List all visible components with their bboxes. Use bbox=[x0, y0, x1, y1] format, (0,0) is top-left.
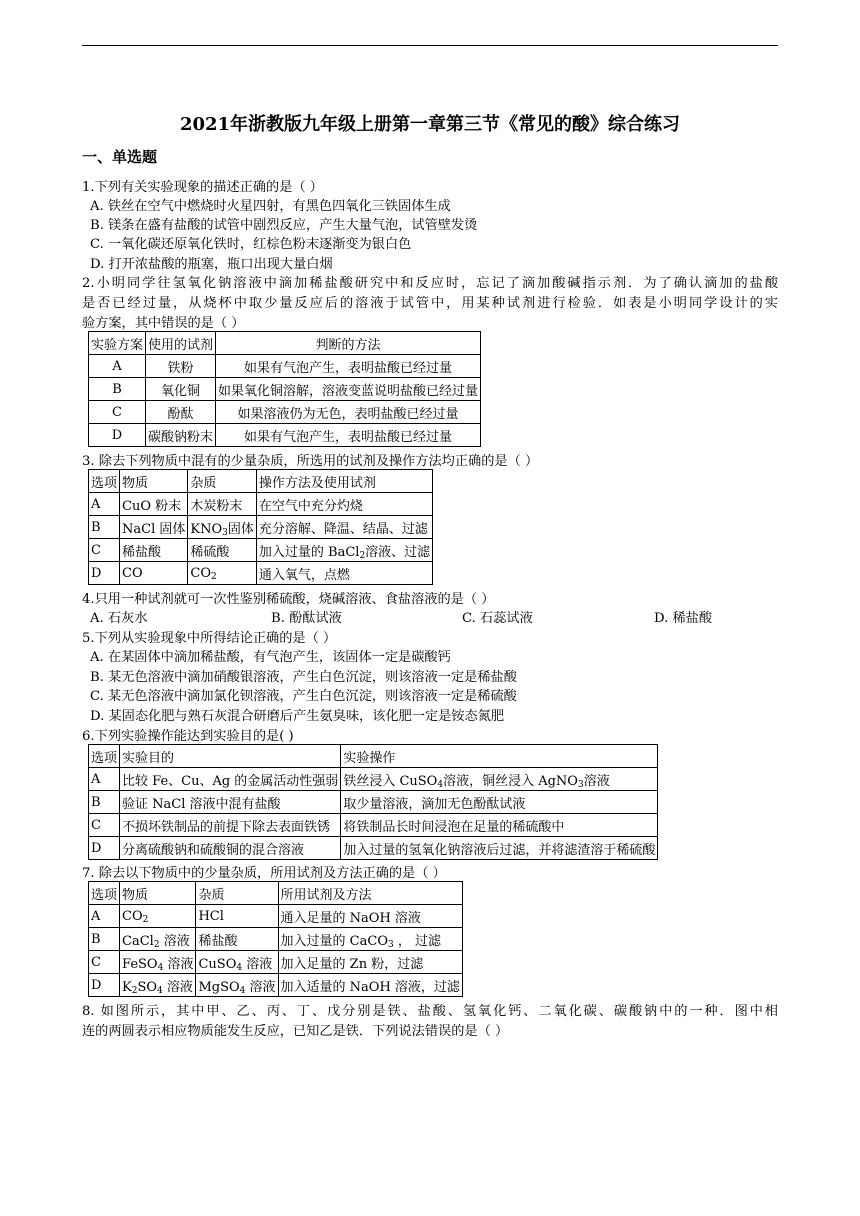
table-cell: 通入足量的 NaOH 溶液 bbox=[278, 905, 462, 928]
table-cell: 如果有气泡产生，表明盐酸已经过量 bbox=[216, 355, 481, 378]
table-cell: 将铁制品长时间浸泡在足量的稀硫酸中 bbox=[341, 814, 658, 837]
table-cell: C bbox=[89, 814, 120, 837]
table-cell: B bbox=[89, 928, 120, 951]
table-cell: B bbox=[89, 516, 120, 539]
section-heading: 一、单选题 bbox=[82, 148, 158, 166]
table-cell: D bbox=[89, 424, 146, 447]
table-header-cell: 实验操作 bbox=[341, 745, 658, 768]
table-cell: $CO_2$ bbox=[120, 905, 196, 928]
table-row bbox=[89, 837, 658, 860]
q1-stem: 1.下列有关实验现象的描述正确的是（ ） bbox=[82, 180, 323, 195]
q1-option-a: A. 铁丝在空气中燃烧时火星四射，有黑色四氧化三铁固体生成 bbox=[90, 199, 451, 214]
table-cell: 分离硫酸钠和硫酸铜的混合溶液 bbox=[120, 837, 341, 860]
table-row bbox=[89, 905, 463, 928]
table-cell: 稀盐酸 bbox=[120, 539, 188, 562]
table-header-row bbox=[89, 745, 658, 768]
table-header-row bbox=[89, 332, 481, 355]
q1-option-b: B. 镁条在盛有盐酸的试管中剧烈反应，产生大量气泡，试管壁发烫 bbox=[90, 218, 478, 233]
table-header-cell: 杂质 bbox=[188, 470, 257, 493]
table-cell: 碳酸钠粉末 bbox=[146, 424, 216, 447]
table-row bbox=[89, 974, 463, 997]
table-cell: D bbox=[89, 974, 120, 997]
table-row bbox=[89, 355, 481, 378]
table-cell: 酚酞 bbox=[146, 401, 216, 424]
q4-option-c: C. 石蕊试液 bbox=[462, 611, 533, 626]
q8-stem-line-1: 8. 如图所示，其中甲、乙、丙、丁、戊分别是铁、盐酸、氢氧化钙、二氧化碳、碳酸钠中的一种．图中相 bbox=[82, 1004, 778, 1019]
table-row bbox=[89, 791, 658, 814]
table-cell: A bbox=[89, 768, 120, 791]
table-cell: 稀盐酸 bbox=[196, 928, 278, 951]
q5-option-b: B. 某无色溶液中滴加硝酸银溶液，产生白色沉淀，则该溶液一定是稀盐酸 bbox=[90, 670, 517, 685]
table-cell: 木炭粉末 bbox=[188, 493, 257, 516]
table-row bbox=[89, 562, 433, 585]
table-cell: CO bbox=[120, 562, 188, 585]
table-cell: CuSO$_4$ 溶液 bbox=[196, 951, 278, 974]
q5-option-d: D. 某固态化肥与熟石灰混合研磨后产生氨臭味，该化肥一定是铵态氮肥 bbox=[90, 709, 505, 724]
table-cell: A bbox=[89, 355, 146, 378]
q7-table bbox=[88, 881, 463, 997]
table-cell: 如果溶液仍为无色，表明盐酸已经过量 bbox=[216, 401, 481, 424]
table-header-cell: 杂质 bbox=[196, 882, 278, 905]
table-cell: 氧化铜 bbox=[146, 378, 216, 401]
table-cell: D bbox=[89, 837, 120, 860]
table-row bbox=[89, 539, 433, 562]
table-cell: 如果有气泡产生，表明盐酸已经过量 bbox=[216, 424, 481, 447]
table-cell: 比较 Fe、Cu、Ag 的金属活动性强弱 bbox=[120, 768, 341, 791]
page-title: 2021年浙教版九年级上册第一章第三节《常见的酸》综合练习 bbox=[179, 114, 681, 135]
q1-option-d: D. 打开浓盐酸的瓶塞，瓶口出现大量白烟 bbox=[90, 257, 333, 272]
q4-option-b: B. 酚酞试液 bbox=[271, 611, 342, 626]
table-row bbox=[89, 378, 481, 401]
table-cell: NaCl 固体 bbox=[120, 516, 188, 539]
table-cell: 取少量溶液，滴加无色酚酞试液 bbox=[341, 791, 658, 814]
table-cell: C bbox=[89, 539, 120, 562]
table-cell: A bbox=[89, 905, 120, 928]
table-cell: 铁丝浸入 CuSO$_4$溶液，铜丝浸入 AgNO$_3$溶液 bbox=[341, 768, 658, 791]
q3-stem: 3. 除去下列物质中混有的少量杂质，所选用的试剂及操作方法均正确的是（ ） bbox=[82, 454, 539, 469]
table-row bbox=[89, 928, 463, 951]
table-header-cell: 使用的试剂 bbox=[146, 332, 216, 355]
q8-stem-line-2: 连的两圆表示相应物质能发生反应，已知乙是铁．下列说法错误的是（ ） bbox=[82, 1024, 509, 1039]
q2-stem-line-3: 验方案，其中错误的是（ ） bbox=[82, 316, 245, 331]
table-cell: 加入足量的 Zn 粉，过滤 bbox=[278, 951, 462, 974]
table-cell: 加入过量的 BaCl$_2$溶液、过滤 bbox=[256, 539, 432, 562]
q3-table bbox=[88, 469, 433, 585]
table-cell: $KNO_3$固体 bbox=[188, 516, 257, 539]
table-cell: 加入过量的 CaCO$_3$ ， 过滤 bbox=[278, 928, 462, 951]
q2-stem-line-2: 是否已经过量，从烧杯中取少量反应后的溶液于试管中，用某种试剂进行检验．如表是小明同学设计的实 bbox=[82, 296, 778, 311]
table-header-cell: 实验目的 bbox=[120, 745, 341, 768]
table-header-cell: 物质 bbox=[120, 470, 188, 493]
table-cell: B bbox=[89, 378, 146, 401]
table-header-cell: 选项 bbox=[89, 745, 120, 768]
table-header-cell: 实验方案 bbox=[89, 332, 146, 355]
header-rule bbox=[82, 45, 778, 46]
q1-option-c: C. 一氧化碳还原氧化铁时，红棕色粉末逐渐变为银白色 bbox=[90, 237, 412, 252]
table-row bbox=[89, 814, 658, 837]
table-cell: 稀硫酸 bbox=[188, 539, 257, 562]
q4-option-a: A. 石灰水 bbox=[90, 611, 148, 626]
table-header-cell: 选项 bbox=[89, 470, 120, 493]
table-cell: 在空气中充分灼烧 bbox=[256, 493, 432, 516]
table-cell: 充分溶解、降温、结晶、过滤 bbox=[256, 516, 432, 539]
q2-table bbox=[88, 331, 481, 447]
table-cell: $K_2SO_4$ 溶液 bbox=[120, 974, 196, 997]
table-cell: CuO 粉末 bbox=[120, 493, 188, 516]
table-cell: A bbox=[89, 493, 120, 516]
table-cell: 铁粉 bbox=[146, 355, 216, 378]
table-row bbox=[89, 951, 463, 974]
table-cell: MgSO$_4$ 溶液 bbox=[196, 974, 278, 997]
table-cell: 通入氧气，点燃 bbox=[256, 562, 432, 585]
table-cell: HCl bbox=[196, 905, 278, 928]
table-cell: FeSO$_4$ 溶液 bbox=[120, 951, 196, 974]
table-cell: B bbox=[89, 791, 120, 814]
table-cell: C bbox=[89, 951, 120, 974]
q2-stem-line-1: 2.小明同学往氢氧化钠溶液中滴加稀盐酸研究中和反应时，忘记了滴加酸碱指示剂．为了确认滴加的盐酸 bbox=[82, 276, 778, 291]
table-header-cell: 所用试剂及方法 bbox=[278, 882, 462, 905]
table-header-cell: 操作方法及使用试剂 bbox=[256, 470, 432, 493]
q5-option-a: A. 在某固体中滴加稀盐酸，有气泡产生，该固体一定是碳酸钙 bbox=[90, 650, 451, 665]
q6-stem: 6.下列实验操作能达到实验目的是( ) bbox=[82, 729, 294, 744]
table-cell: 不损坏铁制品的前提下除去表面铁锈 bbox=[120, 814, 341, 837]
q5-stem: 5.下列从实验现象中所得结论正确的是（ ） bbox=[82, 631, 337, 646]
table-row bbox=[89, 401, 481, 424]
table-cell: 加入适量的 NaOH 溶液，过滤 bbox=[278, 974, 462, 997]
table-header-row bbox=[89, 470, 433, 493]
table-cell: D bbox=[89, 562, 120, 585]
table-header-cell: 物质 bbox=[120, 882, 196, 905]
table-header-row bbox=[89, 882, 463, 905]
table-row bbox=[89, 424, 481, 447]
table-row bbox=[89, 516, 433, 539]
table-header-cell: 选项 bbox=[89, 882, 120, 905]
table-cell: 验证 NaCl 溶液中混有盐酸 bbox=[120, 791, 341, 814]
table-row bbox=[89, 768, 658, 791]
table-cell: C bbox=[89, 401, 146, 424]
table-cell: CaCl$_2$ 溶液 bbox=[120, 928, 196, 951]
table-row bbox=[89, 493, 433, 516]
q7-stem: 7. 除去以下物质中的少量杂质，所用试剂及方法正确的是（ ） bbox=[82, 866, 446, 881]
q4-stem: 4.只用一种试剂就可一次性鉴别稀硫酸，烧碱溶液、食盐溶液的是（ ） bbox=[82, 592, 495, 607]
table-cell: 如果氧化铜溶解，溶液变蓝说明盐酸已经过量 bbox=[216, 378, 481, 401]
table-cell: 加入过量的氢氧化钠溶液后过滤，并将滤渣溶于稀硫酸 bbox=[341, 837, 658, 860]
table-cell: $CO_2$ bbox=[188, 562, 257, 585]
q5-option-c: C. 某无色溶液中滴加氯化钡溶液，产生白色沉淀，则该溶液一定是稀硫酸 bbox=[90, 689, 517, 704]
q6-table bbox=[88, 744, 658, 860]
table-header-cell: 判断的方法 bbox=[216, 332, 481, 355]
q4-option-d: D. 稀盐酸 bbox=[654, 611, 713, 626]
